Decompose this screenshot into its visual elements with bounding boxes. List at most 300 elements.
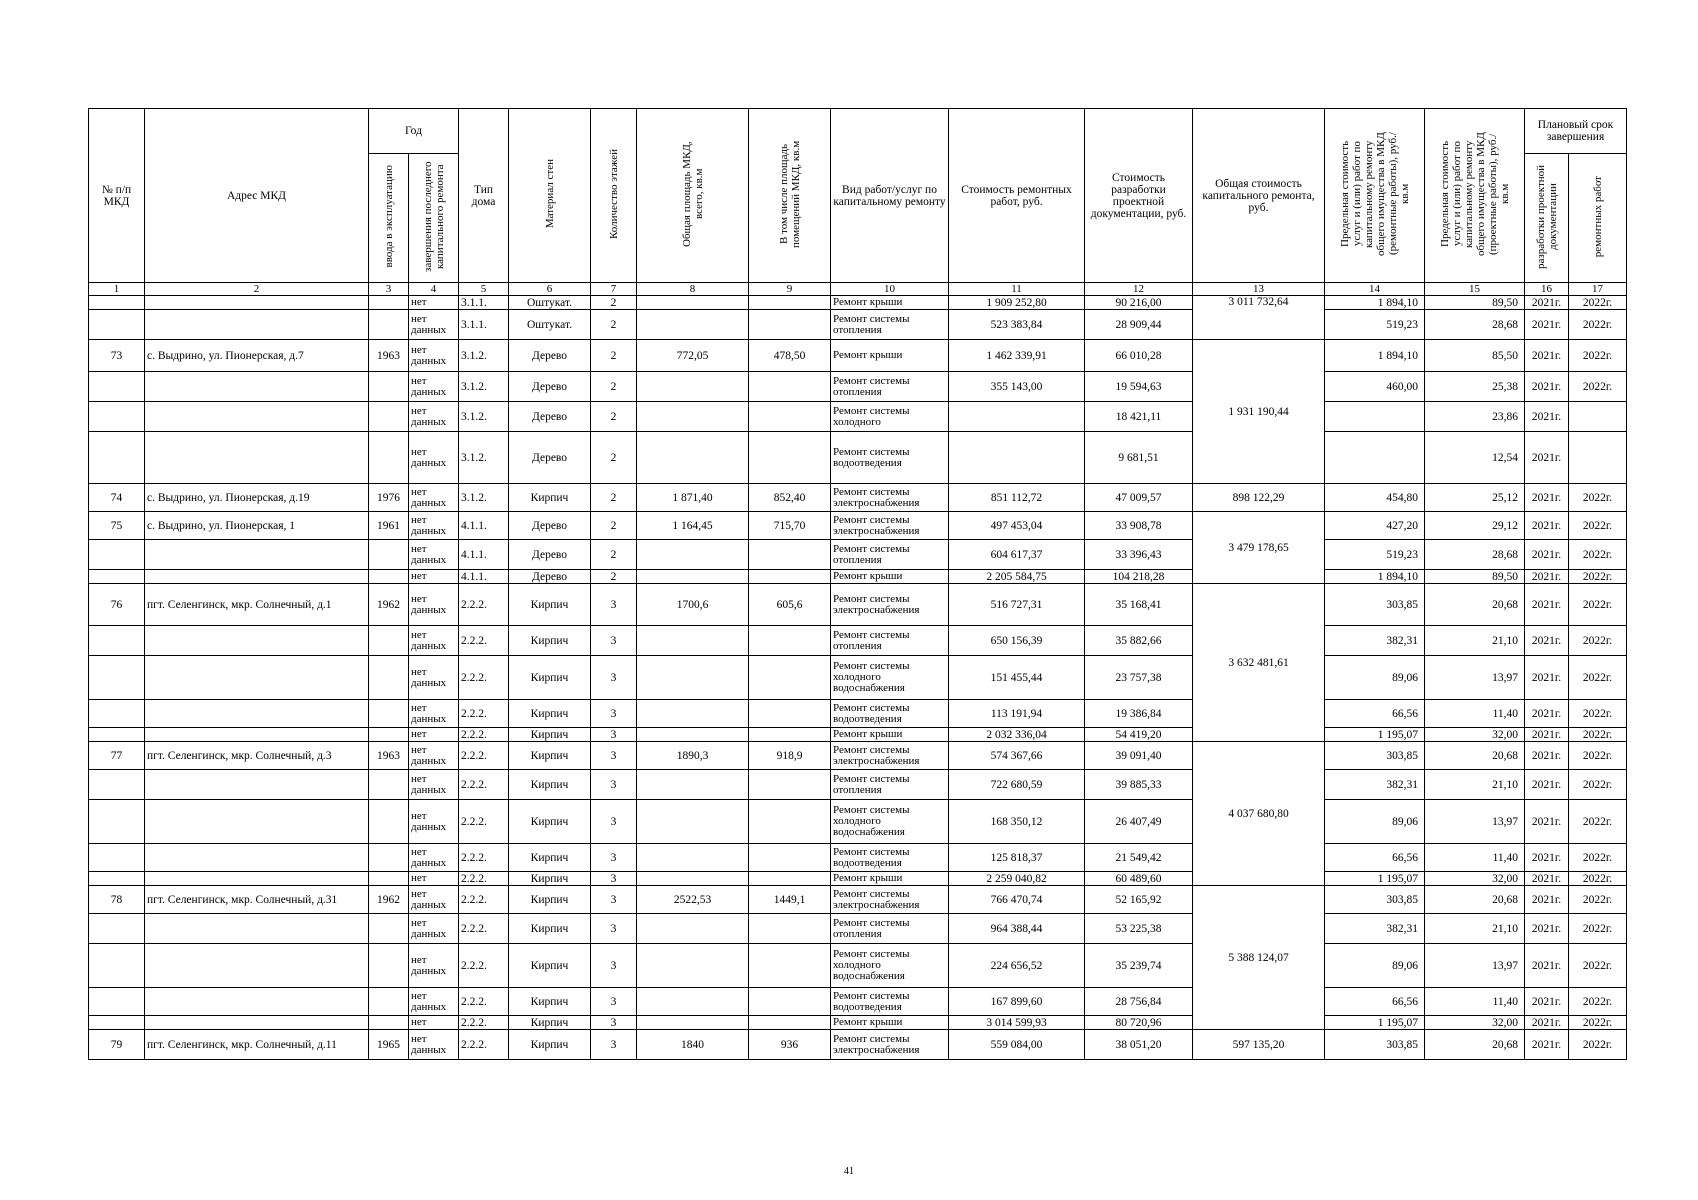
cell-row-number (89, 540, 145, 570)
cell-wall-material: Дерево (509, 402, 591, 432)
cell-premises-area (749, 944, 831, 988)
cell-limit-design: 12,54 (1425, 432, 1525, 484)
cell-date-design: 2021г. (1525, 512, 1569, 540)
cell-work-type: Ремонт системы электроснабжения (831, 886, 949, 914)
cell-repair-cost: 113 191,94 (949, 700, 1085, 728)
header-type: Тип дома (459, 109, 509, 283)
cell-premises-area: 936 (749, 1030, 831, 1060)
cell-premises-area (749, 372, 831, 402)
cell-address (145, 372, 369, 402)
cell-house-type: 2.2.2. (459, 944, 509, 988)
cell-design-cost: 33 396,43 (1085, 540, 1193, 570)
cell-year-last-repair: нет данных (409, 656, 459, 700)
cell-limit-design: 89,50 (1425, 570, 1525, 584)
cell-date-design: 2021г. (1525, 800, 1569, 844)
cell-wall-material: Дерево (509, 432, 591, 484)
cell-limit-repair: 1 894,10 (1325, 570, 1425, 584)
column-number: 15 (1425, 283, 1525, 296)
cell-total-cost: 597 135,20 (1193, 1030, 1325, 1060)
cell-floors: 3 (591, 844, 637, 872)
cell-total-cost: 3 479 178,65 (1193, 512, 1325, 584)
cell-date-repair: 2022г. (1569, 1016, 1627, 1030)
cell-design-cost: 90 216,00 (1085, 296, 1193, 310)
cell-row-number (89, 800, 145, 844)
cell-work-type: Ремонт системы электроснабжения (831, 1030, 949, 1060)
cell-limit-repair: 454,80 (1325, 484, 1425, 512)
cell-premises-area: 1449,1 (749, 886, 831, 914)
table-row (89, 800, 1627, 844)
cell-wall-material: Оштукат. (509, 296, 591, 310)
cell-address (145, 310, 369, 340)
cell-work-type: Ремонт системы отопления (831, 310, 949, 340)
cell-total-area (637, 914, 749, 944)
column-number: 10 (831, 283, 949, 296)
cell-year-commission (369, 770, 409, 800)
cell-design-cost: 35 882,66 (1085, 626, 1193, 656)
table-row (89, 570, 1627, 584)
cell-design-cost: 53 225,38 (1085, 914, 1193, 944)
table-row (89, 914, 1627, 944)
column-number: 5 (459, 283, 509, 296)
table-row (89, 296, 1627, 310)
cell-repair-cost: 851 112,72 (949, 484, 1085, 512)
cell-date-repair (1569, 402, 1627, 432)
table-row (89, 872, 1627, 886)
cell-limit-repair: 89,06 (1325, 800, 1425, 844)
cell-wall-material: Кирпич (509, 484, 591, 512)
cell-total-area: 1840 (637, 1030, 749, 1060)
cell-floors: 2 (591, 432, 637, 484)
cell-wall-material: Кирпич (509, 728, 591, 742)
cell-total-area (637, 800, 749, 844)
page-number: 41 (844, 1166, 854, 1177)
cell-repair-cost: 559 084,00 (949, 1030, 1085, 1060)
cell-year-last-repair: нет данных (409, 1030, 459, 1060)
cell-date-design: 2021г. (1525, 944, 1569, 988)
cell-limit-repair (1325, 432, 1425, 484)
cell-limit-design: 23,86 (1425, 402, 1525, 432)
cell-house-type: 3.1.2. (459, 372, 509, 402)
cell-total-cost: 1 931 190,44 (1193, 340, 1325, 484)
table-row (89, 844, 1627, 872)
cell-limit-repair: 460,00 (1325, 372, 1425, 402)
cell-address: с. Выдрино, ул. Пионерская, д.19 (145, 484, 369, 512)
cell-repair-cost: 574 367,66 (949, 742, 1085, 770)
cell-premises-area (749, 700, 831, 728)
cell-address (145, 770, 369, 800)
cell-row-number (89, 656, 145, 700)
cell-year-commission: 1965 (369, 1030, 409, 1060)
cell-design-cost: 35 239,74 (1085, 944, 1193, 988)
cell-premises-area (749, 800, 831, 844)
column-number: 11 (949, 283, 1085, 296)
cell-date-repair: 2022г. (1569, 296, 1627, 310)
cell-premises-area (749, 540, 831, 570)
cell-row-number (89, 914, 145, 944)
cell-total-area (637, 770, 749, 800)
cell-limit-repair: 89,06 (1325, 656, 1425, 700)
cell-year-commission (369, 656, 409, 700)
cell-year-commission (369, 626, 409, 656)
cell-work-type: Ремонт системы отопления (831, 770, 949, 800)
table-row (89, 742, 1627, 770)
cell-year-commission (369, 540, 409, 570)
header-total-cost: Общая стоимость капитального ремонта, руб. (1193, 109, 1325, 283)
cell-floors: 3 (591, 988, 637, 1016)
cell-date-repair: 2022г. (1569, 570, 1627, 584)
cell-address: с. Выдрино, ул. Пионерская, д.7 (145, 340, 369, 372)
cell-floors: 2 (591, 296, 637, 310)
cell-row-number: 79 (89, 1030, 145, 1060)
column-number: 4 (409, 283, 459, 296)
cell-year-last-repair: нет данных (409, 512, 459, 540)
cell-repair-cost: 604 617,37 (949, 540, 1085, 570)
header-limit-design: Предельная стоимость услуг и (или) работ по капитальному ремонту общего имущества в МКД (проектные работы), руб./кв.м (1425, 109, 1525, 283)
cell-limit-design: 25,38 (1425, 372, 1525, 402)
cell-date-repair: 2022г. (1569, 484, 1627, 512)
cell-repair-cost: 1 909 252,80 (949, 296, 1085, 310)
column-number: 7 (591, 283, 637, 296)
cell-row-number (89, 988, 145, 1016)
cell-address (145, 626, 369, 656)
cell-date-design: 2021г. (1525, 432, 1569, 484)
cell-wall-material: Кирпич (509, 1030, 591, 1060)
cell-year-last-repair: нет данных (409, 700, 459, 728)
cell-floors: 2 (591, 310, 637, 340)
cell-house-type: 2.2.2. (459, 800, 509, 844)
cell-floors: 3 (591, 1030, 637, 1060)
cell-house-type: 2.2.2. (459, 844, 509, 872)
table-row (89, 886, 1627, 914)
cell-total-area (637, 1016, 749, 1030)
cell-limit-design: 20,68 (1425, 742, 1525, 770)
cell-limit-repair: 382,31 (1325, 914, 1425, 944)
cell-total-area (637, 432, 749, 484)
cell-row-number (89, 844, 145, 872)
cell-year-commission (369, 570, 409, 584)
cell-year-commission (369, 914, 409, 944)
cell-total-area (637, 540, 749, 570)
cell-row-number (89, 728, 145, 742)
cell-row-number (89, 770, 145, 800)
cell-house-type: 2.2.2. (459, 584, 509, 626)
table-row (89, 1016, 1627, 1030)
cell-date-design: 2021г. (1525, 626, 1569, 656)
cell-total-cost: 898 122,29 (1193, 484, 1325, 512)
cell-wall-material: Дерево (509, 512, 591, 540)
cell-year-last-repair: нет данных (409, 914, 459, 944)
cell-year-commission (369, 988, 409, 1016)
cell-limit-design: 20,68 (1425, 1030, 1525, 1060)
cell-design-cost: 52 165,92 (1085, 886, 1193, 914)
cell-date-design: 2021г. (1525, 340, 1569, 372)
column-number: 2 (145, 283, 369, 296)
cell-row-number: 77 (89, 742, 145, 770)
cell-limit-design: 11,40 (1425, 844, 1525, 872)
cell-premises-area: 605,6 (749, 584, 831, 626)
cell-date-design: 2021г. (1525, 540, 1569, 570)
cell-floors: 3 (591, 1016, 637, 1030)
header-planned: Плановый срок завершения (1525, 109, 1627, 154)
cell-wall-material: Кирпич (509, 584, 591, 626)
table-row (89, 484, 1627, 512)
table-row (89, 1030, 1627, 1060)
cell-date-design: 2021г. (1525, 402, 1569, 432)
cell-date-design: 2021г. (1525, 700, 1569, 728)
cell-year-last-repair: нет данных (409, 310, 459, 340)
cell-premises-area (749, 728, 831, 742)
cell-total-cost: 3 011 732,64 (1193, 296, 1325, 340)
cell-limit-repair: 1 195,07 (1325, 872, 1425, 886)
cell-date-design: 2021г. (1525, 570, 1569, 584)
cell-repair-cost: 2 259 040,82 (949, 872, 1085, 886)
cell-row-number (89, 626, 145, 656)
header-date-design: разработки проектной документации (1525, 154, 1569, 283)
cell-year-commission: 1976 (369, 484, 409, 512)
cell-repair-cost: 523 383,84 (949, 310, 1085, 340)
cell-total-area (637, 372, 749, 402)
cell-row-number (89, 372, 145, 402)
cell-year-commission (369, 728, 409, 742)
cell-address (145, 296, 369, 310)
header-repair-cost: Стоимость ремонтных работ, руб. (949, 109, 1085, 283)
column-number: 1 (89, 283, 145, 296)
cell-work-type: Ремонт системы холодного водоснабжения (831, 944, 949, 988)
cell-work-type: Ремонт системы отопления (831, 626, 949, 656)
cell-year-last-repair: нет (409, 296, 459, 310)
cell-house-type: 2.2.2. (459, 872, 509, 886)
cell-limit-design: 32,00 (1425, 728, 1525, 742)
cell-row-number (89, 432, 145, 484)
cell-year-commission: 1962 (369, 886, 409, 914)
cell-total-area: 1 871,40 (637, 484, 749, 512)
cell-floors: 2 (591, 372, 637, 402)
cell-limit-repair: 66,56 (1325, 844, 1425, 872)
cell-wall-material: Кирпич (509, 914, 591, 944)
cell-wall-material: Дерево (509, 372, 591, 402)
cell-year-last-repair: нет данных (409, 886, 459, 914)
cell-limit-design: 13,97 (1425, 800, 1525, 844)
cell-limit-design: 32,00 (1425, 1016, 1525, 1030)
cell-date-repair: 2022г. (1569, 886, 1627, 914)
cell-total-area (637, 988, 749, 1016)
cell-year-commission (369, 372, 409, 402)
cell-work-type: Ремонт системы водоотведения (831, 700, 949, 728)
cell-repair-cost (949, 432, 1085, 484)
cell-premises-area (749, 844, 831, 872)
cell-wall-material: Кирпич (509, 1016, 591, 1030)
cell-total-area: 1890,3 (637, 742, 749, 770)
cell-date-repair: 2022г. (1569, 340, 1627, 372)
table-row (89, 626, 1627, 656)
cell-date-repair: 2022г. (1569, 584, 1627, 626)
cell-address (145, 872, 369, 886)
cell-row-number (89, 570, 145, 584)
cell-work-type: Ремонт системы электроснабжения (831, 584, 949, 626)
cell-wall-material: Кирпич (509, 988, 591, 1016)
cell-limit-repair: 1 195,07 (1325, 1016, 1425, 1030)
cell-year-commission (369, 872, 409, 886)
cell-year-last-repair: нет (409, 728, 459, 742)
cell-wall-material: Оштукат. (509, 310, 591, 340)
cell-total-area (637, 402, 749, 432)
cell-total-cost: 4 037 680,80 (1193, 742, 1325, 886)
cell-total-area: 2522,53 (637, 886, 749, 914)
cell-premises-area: 918,9 (749, 742, 831, 770)
cell-address (145, 432, 369, 484)
cell-wall-material: Кирпич (509, 872, 591, 886)
cell-row-number (89, 296, 145, 310)
cell-floors: 3 (591, 800, 637, 844)
column-number: 13 (1193, 283, 1325, 296)
cell-year-last-repair: нет данных (409, 484, 459, 512)
cell-wall-material: Кирпич (509, 656, 591, 700)
cell-total-area (637, 728, 749, 742)
cell-floors: 3 (591, 872, 637, 886)
cell-date-repair: 2022г. (1569, 844, 1627, 872)
cell-wall-material: Кирпич (509, 742, 591, 770)
cell-date-repair: 2022г. (1569, 372, 1627, 402)
cell-wall-material: Дерево (509, 340, 591, 372)
cell-house-type: 2.2.2. (459, 626, 509, 656)
cell-floors: 3 (591, 742, 637, 770)
cell-premises-area (749, 770, 831, 800)
cell-year-commission (369, 402, 409, 432)
cell-floors: 2 (591, 512, 637, 540)
cell-row-number (89, 872, 145, 886)
cell-house-type: 2.2.2. (459, 656, 509, 700)
cell-date-design: 2021г. (1525, 1016, 1569, 1030)
cell-date-repair: 2022г. (1569, 728, 1627, 742)
cell-address (145, 800, 369, 844)
cell-date-design: 2021г. (1525, 988, 1569, 1016)
cell-wall-material: Кирпич (509, 700, 591, 728)
cell-year-commission: 1963 (369, 340, 409, 372)
cell-house-type: 3.1.2. (459, 340, 509, 372)
cell-year-last-repair: нет данных (409, 540, 459, 570)
cell-date-design: 2021г. (1525, 1030, 1569, 1060)
cell-limit-repair: 1 894,10 (1325, 340, 1425, 372)
cell-year-commission (369, 844, 409, 872)
cell-row-number: 74 (89, 484, 145, 512)
cell-date-repair: 2022г. (1569, 742, 1627, 770)
cell-floors: 3 (591, 626, 637, 656)
cell-work-type: Ремонт системы отопления (831, 540, 949, 570)
cell-work-type: Ремонт системы водоотведения (831, 432, 949, 484)
cell-address (145, 728, 369, 742)
table-row (89, 988, 1627, 1016)
cell-premises-area (749, 402, 831, 432)
cell-total-area: 1 164,45 (637, 512, 749, 540)
column-number: 6 (509, 283, 591, 296)
header-wall-material: Материал стен (509, 109, 591, 283)
cell-design-cost: 21 549,42 (1085, 844, 1193, 872)
cell-floors: 2 (591, 402, 637, 432)
cell-total-area: 1700,6 (637, 584, 749, 626)
cell-repair-cost: 224 656,52 (949, 944, 1085, 988)
cell-limit-repair: 303,85 (1325, 742, 1425, 770)
cell-date-design: 2021г. (1525, 844, 1569, 872)
cell-design-cost: 39 885,33 (1085, 770, 1193, 800)
cell-limit-design: 89,50 (1425, 296, 1525, 310)
cell-address (145, 402, 369, 432)
cell-date-repair: 2022г. (1569, 512, 1627, 540)
cell-repair-cost: 722 680,59 (949, 770, 1085, 800)
cell-design-cost: 35 168,41 (1085, 584, 1193, 626)
cell-year-last-repair: нет (409, 570, 459, 584)
cell-work-type: Ремонт системы электроснабжения (831, 742, 949, 770)
cell-wall-material: Кирпич (509, 770, 591, 800)
cell-date-design: 2021г. (1525, 484, 1569, 512)
cell-total-area (637, 656, 749, 700)
cell-year-commission (369, 310, 409, 340)
cell-work-type: Ремонт крыши (831, 340, 949, 372)
table-row (89, 584, 1627, 626)
header-floors: Количество этажей (591, 109, 637, 283)
table-row (89, 310, 1627, 340)
column-number: 16 (1525, 283, 1569, 296)
cell-date-repair: 2022г. (1569, 656, 1627, 700)
cell-year-last-repair: нет данных (409, 770, 459, 800)
cell-house-type: 4.1.1. (459, 512, 509, 540)
cell-wall-material: Дерево (509, 540, 591, 570)
cell-year-last-repair: нет данных (409, 402, 459, 432)
cell-house-type: 3.1.2. (459, 432, 509, 484)
cell-wall-material: Кирпич (509, 800, 591, 844)
table-row (89, 402, 1627, 432)
cell-work-type: Ремонт крыши (831, 728, 949, 742)
cell-limit-design: 21,10 (1425, 914, 1525, 944)
cell-year-last-repair: нет данных (409, 742, 459, 770)
cell-address: пгт. Селенгинск, мкр. Солнечный, д.31 (145, 886, 369, 914)
cell-design-cost: 39 091,40 (1085, 742, 1193, 770)
cell-premises-area: 852,40 (749, 484, 831, 512)
header-date-repair: ремонтных работ (1569, 154, 1627, 283)
cell-repair-cost: 516 727,31 (949, 584, 1085, 626)
cell-repair-cost: 125 818,37 (949, 844, 1085, 872)
cell-limit-repair: 303,85 (1325, 886, 1425, 914)
cell-date-repair: 2022г. (1569, 944, 1627, 988)
cell-repair-cost: 1 462 339,91 (949, 340, 1085, 372)
cell-limit-repair: 66,56 (1325, 700, 1425, 728)
cell-date-repair (1569, 432, 1627, 484)
cell-limit-repair: 303,85 (1325, 1030, 1425, 1060)
cell-year-commission (369, 1016, 409, 1030)
cell-year-last-repair: нет данных (409, 626, 459, 656)
cell-house-type: 2.2.2. (459, 1016, 509, 1030)
cell-floors: 3 (591, 914, 637, 944)
cell-premises-area (749, 432, 831, 484)
cell-house-type: 2.2.2. (459, 728, 509, 742)
table-row (89, 540, 1627, 570)
cell-limit-design: 28,68 (1425, 540, 1525, 570)
cell-year-last-repair: нет данных (409, 372, 459, 402)
cell-house-type: 3.1.2. (459, 484, 509, 512)
cell-work-type: Ремонт системы водоотведения (831, 844, 949, 872)
cell-work-type: Ремонт системы холодного (831, 402, 949, 432)
cell-total-area (637, 570, 749, 584)
cell-work-type: Ремонт крыши (831, 296, 949, 310)
cell-total-area (637, 700, 749, 728)
cell-date-repair: 2022г. (1569, 988, 1627, 1016)
cell-house-type: 2.2.2. (459, 742, 509, 770)
cell-repair-cost: 167 899,60 (949, 988, 1085, 1016)
cell-date-repair: 2022г. (1569, 700, 1627, 728)
header-total-area: Общая площадь МКД, всего, кв.м (637, 109, 749, 283)
cell-row-number: 73 (89, 340, 145, 372)
cell-floors: 2 (591, 540, 637, 570)
cell-row-number: 76 (89, 584, 145, 626)
